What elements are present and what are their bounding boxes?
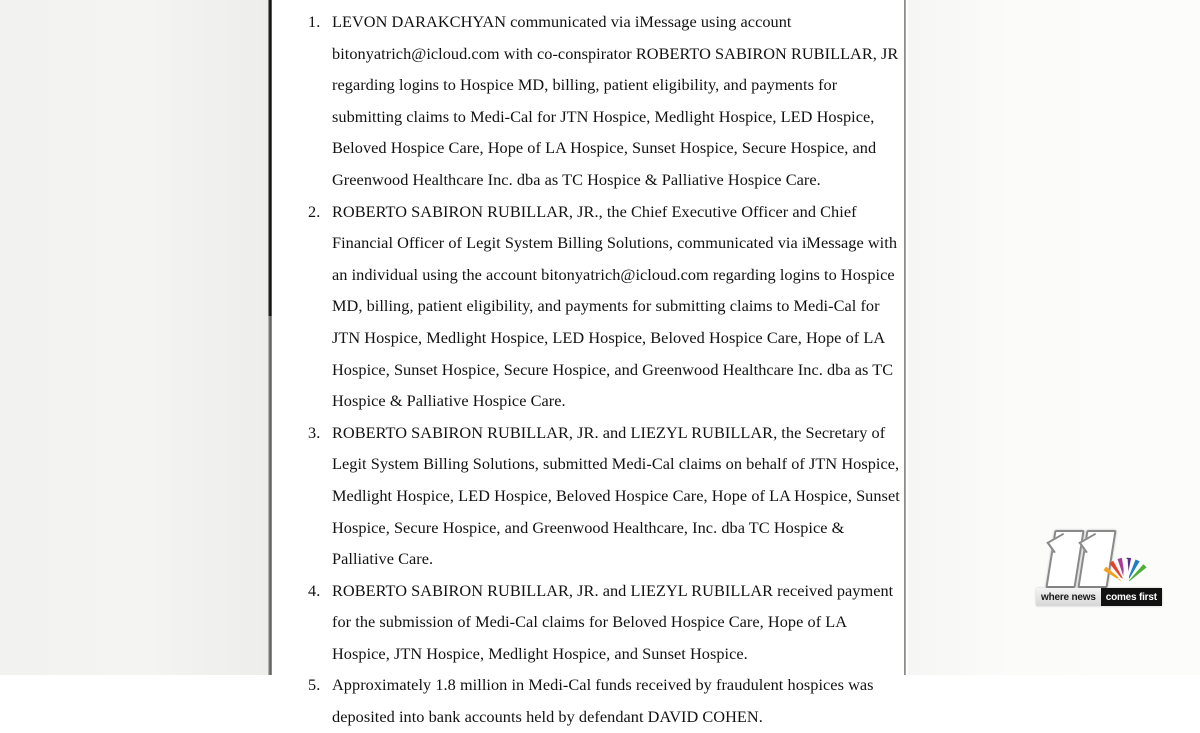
claim-number: 2. xyxy=(308,201,321,221)
claim-item xyxy=(302,417,902,575)
page-binding-spine-lower xyxy=(268,316,272,675)
claim-item xyxy=(302,575,902,670)
claim-item xyxy=(302,669,902,732)
claim-text: LEVON DARAKCHYAN communicated via iMessage using account bitonyatrich@icloud.com with co-conspirator ROBERTO SABIRON RUBILLAR, JR regarding logins to Hospice MD, billing, patient eligibility, and payments for submitting claims to Medi-Cal for JTN Hospice, Medlight Hospice, LED Hospice, Beloved Hospice Care, Hope of LA Hospice, Sunset Hospice, Secure Hospice, and Greenwood Healthcare Inc. dba as TC Hospice & Palliative Hospice Care. xyxy=(332,12,899,189)
claim-item xyxy=(302,196,902,417)
claim-text: ROBERTO SABIRON RUBILLAR, JR. and LIEZYL RUBILLAR received payment for the submission of Medi-Cal claims for Beloved Hospice Care, Hope of LA Hospice, JTN Hospice, Medlight Hospice, and Sunset Hospice. xyxy=(332,580,894,663)
page-binding-spine-upper xyxy=(268,0,272,320)
tagline-where-news: where news xyxy=(1036,588,1101,606)
page-surround-left xyxy=(0,0,268,675)
claim-text: ROBERTO SABIRON RUBILLAR, JR. and LIEZYL RUBILLAR, the Secretary of Legit System Billing Solutions, submitted Medi-Cal claims on behalf of JTN Hospice, Medlight Hospice, LED Hospice, Beloved Hospice Care, Hope of LA Hospice, Sunset Hospice, Secure Hospice, and Greenwood Healthcare, Inc. dba TC Hospice & Palliative Care. xyxy=(332,422,900,569)
court-document-page xyxy=(268,0,908,727)
claim-item xyxy=(302,6,902,196)
numbered-claims-list xyxy=(302,6,902,733)
station-logo-bug xyxy=(1036,528,1160,614)
tagline-comes-first: comes first xyxy=(1101,588,1162,606)
claim-number: 5. xyxy=(308,675,321,695)
claim-number: 4. xyxy=(308,580,321,600)
document-text-body xyxy=(302,6,902,733)
claim-number: 3. xyxy=(308,422,321,442)
page-edge-right xyxy=(904,0,906,675)
claim-number: 1. xyxy=(308,12,321,31)
nbc-peacock-icon xyxy=(1100,544,1152,588)
claim-text: Approximately 1.8 million in Medi-Cal funds received by fraudulent hospices was deposited into bank accounts held by defendant DAVID COHEN. xyxy=(332,675,874,727)
claim-text: ROBERTO SABIRON RUBILLAR, JR., the Chief Executive Officer and Chief Financial Officer of Legit System Billing Solutions, communicated via iMessage with an individual using the account bitonyatrich@icloud.com regarding logins to Hospice MD, billing, patient eligibility, and payments for submitting claims to Medi-Cal for JTN Hospice, Medlight Hospice, LED Hospice, Beloved Hospice Care, Hope of LA Hospice, Sunset Hospice, Secure Hospice, and Greenwood Healthcare Inc. dba as TC Hospice & Palliative Hospice Care. xyxy=(332,201,898,411)
station-tagline xyxy=(1036,588,1162,606)
